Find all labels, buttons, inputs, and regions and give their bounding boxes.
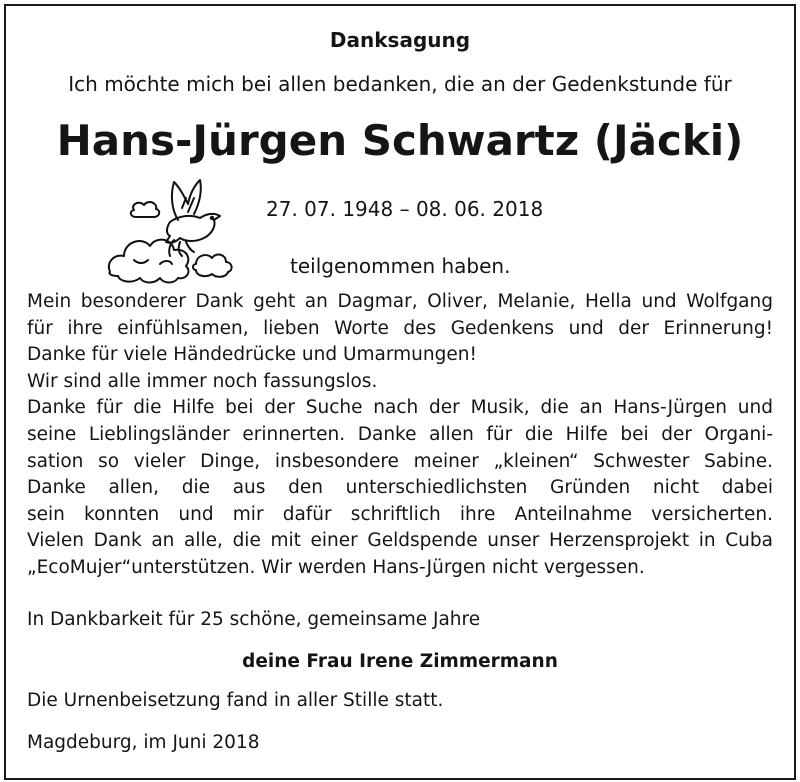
body-line: Danke allen, die aus den unterschiedlichsten Gründen nicht dabei — [27, 477, 773, 499]
body-line: seine Lieblingsländer erinnerten. Danke allen für die Hilfe bei der Organi- — [27, 423, 773, 445]
body-line: Danke für die Hilfe bei der Suche nach der Musik, die an Hans-Jürgen und — [27, 397, 773, 419]
body-line: „EcoMujer“unterstützen. Wir werden Hans-Jürgen nicht vergessen. — [27, 556, 645, 578]
body-line: Mein besonderer Dank geht an Dagmar, Oliver, Melanie, Hella und Wolfgang — [27, 291, 773, 312]
thanks-body — [27, 289, 773, 582]
signature: deine Frau Irene Zimmermann — [242, 651, 558, 672]
place-date: Magdeburg, im Juni 2018 — [27, 732, 260, 753]
intro-text: Ich möchte mich bei allen bedanken, die an der Gedenkstunde für — [68, 72, 732, 96]
body-line: sein konnten und mir dafür schriftlich ihre Anteilnahme versicherten. — [27, 503, 773, 525]
body-line: sation so vieler Dinge, insbesondere meiner „kleinen“ Schwester Sabine. — [27, 450, 773, 472]
gratitude-line: In Dankbarkeit für 25 schöne, gemeinsame Jahre — [27, 609, 481, 630]
dove-on-cloud-icon — [104, 168, 244, 288]
urn-note: Die Urnenbeisetzung fand in aller Stille statt. — [27, 690, 444, 711]
life-dates: 27. 07. 1948 – 08. 06. 2018 — [266, 197, 544, 221]
body-line: Danke für viele Händedrücke und Umarmungen! — [27, 344, 477, 366]
notice-heading: Danksagung — [329, 28, 471, 52]
body-line: für ihre einfühlsamen, lieben Worte des Gedenkens und der Erinnerung! — [27, 317, 773, 339]
deceased-name: Hans-Jürgen Schwartz (Jäcki) — [56, 116, 744, 165]
body-line: Vielen Dank an alle, die mit einer Geldspende unser Herzensprojekt in Cuba — [27, 530, 773, 552]
body-line: Wir sind alle immer noch fassungslos. — [27, 370, 378, 392]
taken-part-text: teilgenommen haben. — [290, 254, 511, 278]
